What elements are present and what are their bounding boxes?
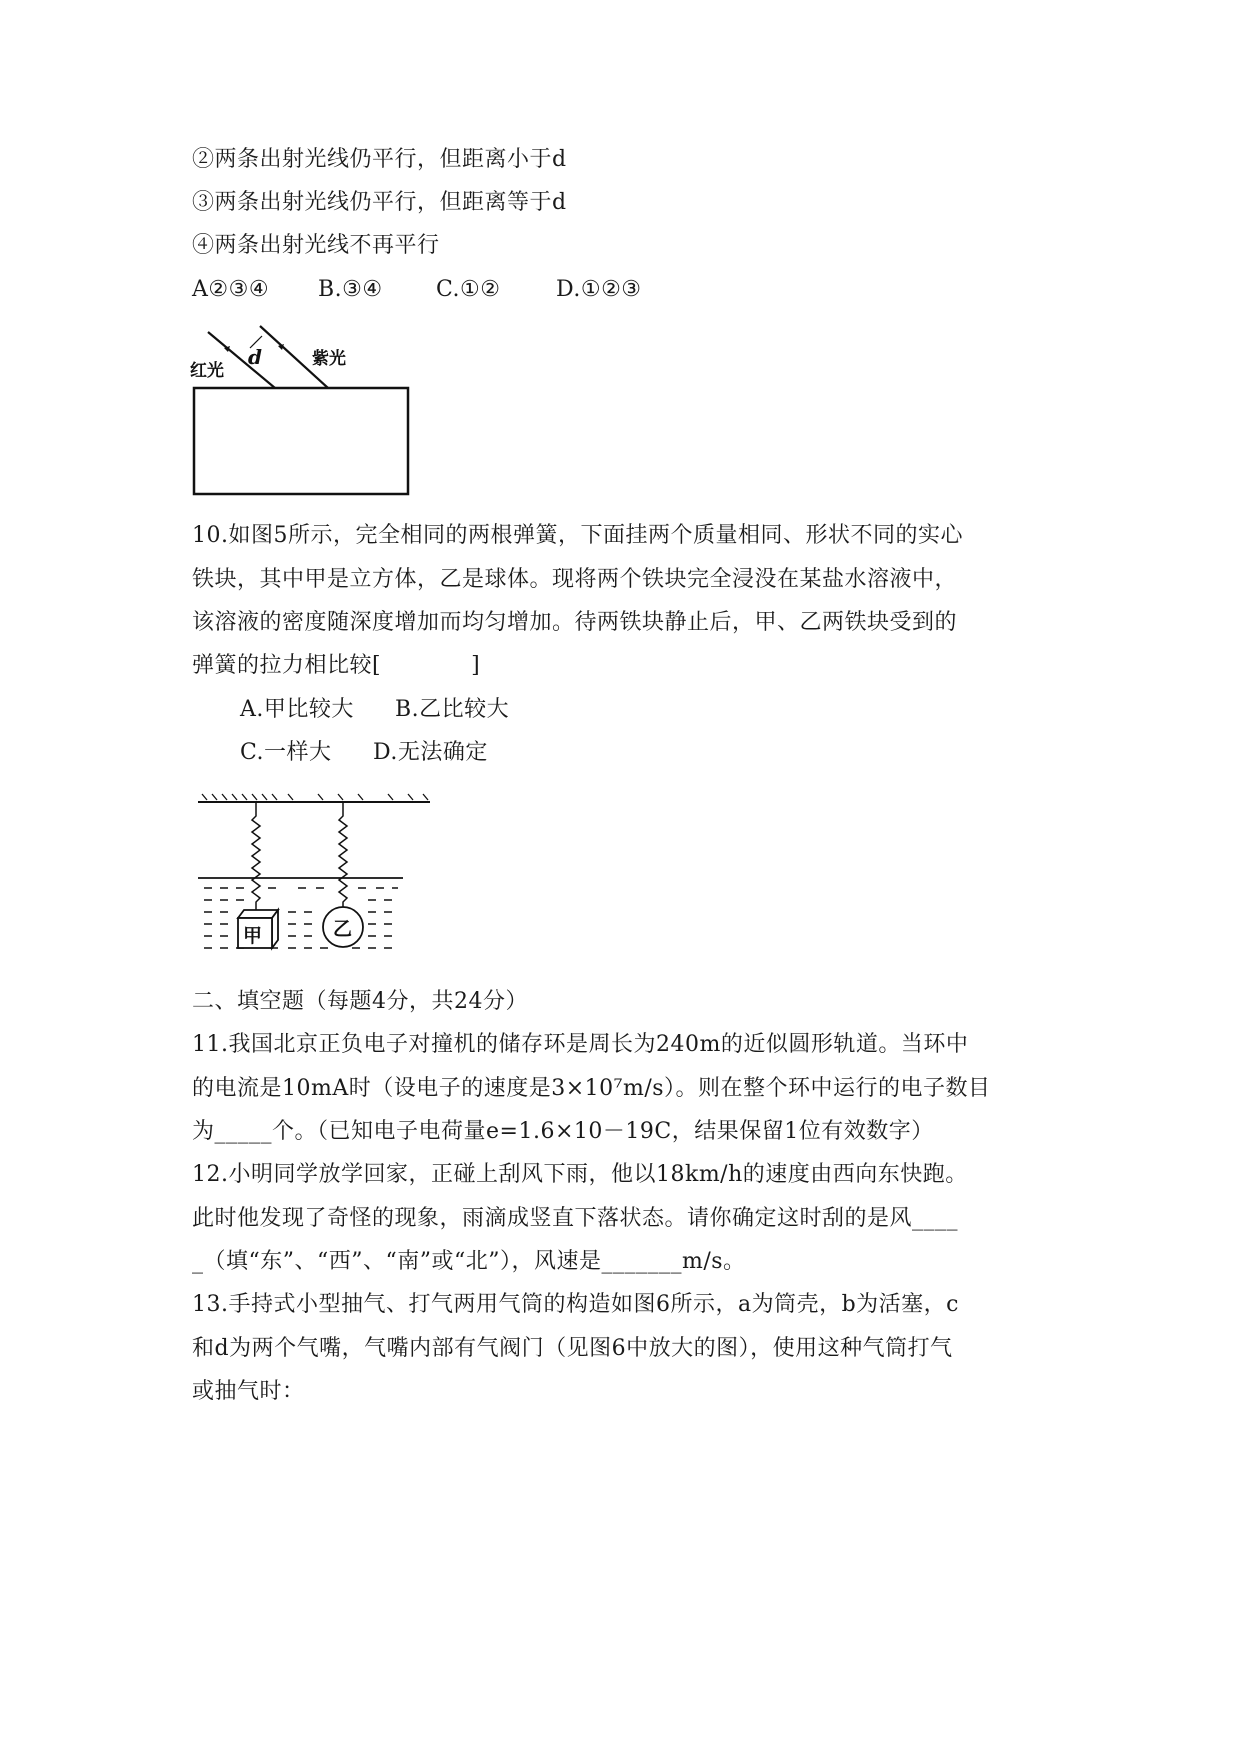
yi-label: 乙: [333, 918, 353, 940]
red-light-label: 红光: [190, 361, 224, 381]
q10-line-4: 弹簧的拉力相比较[ ]: [192, 653, 481, 678]
q9-choices: [192, 276, 642, 304]
q12-line-1: 12.小明同学放学回家，正碰上刮风下雨，他以18km/h的速度由西向东快跑。: [192, 1162, 968, 1187]
glass-block: [194, 388, 408, 494]
choice-d: D.①②③: [556, 277, 642, 302]
q13-line-2: 和d为两个气嘴，气嘴内部有气阀门（见图6中放大的图），使用这种气筒打气: [192, 1336, 953, 1361]
q12-line-3: _（填“东”、“西”、“南”或“北”），风速是_______m/s。: [192, 1249, 746, 1274]
q9-option-2: ②两条出射光线仍平行，但距离小于d: [192, 147, 567, 172]
choice-a: A.甲比较大: [240, 697, 354, 722]
violet-light-label: 紫光: [312, 349, 346, 369]
choice-b: B.③④: [318, 277, 383, 302]
q11-line-1: 11.我国北京正负电子对撞机的储存环是周长为240m的近似圆形轨道。当环中: [192, 1032, 969, 1057]
d-label: d: [248, 345, 262, 369]
choice-c: C.一样大: [240, 740, 332, 765]
right-spring: [339, 802, 347, 910]
jia-label: 甲: [243, 925, 263, 947]
choice-a: A②③④: [192, 277, 270, 302]
liquid-dashes: [204, 888, 398, 948]
choice-b: B.乙比较大: [395, 697, 510, 722]
left-spring: [252, 802, 260, 910]
q12-line-2: 此时他发现了奇怪的现象，雨滴成竖直下落状态。请你确定这时刮的是风____: [192, 1206, 959, 1231]
q13-line-1: 13.手持式小型抽气、打气两用气筒的构造如图6所示，a为筒壳，b为活塞，c: [192, 1292, 960, 1317]
sphere-yi: [323, 907, 363, 947]
q11-line-3: 为_____个。（已知电子电荷量e=1.6×10－19C，结果保留1位有效数字）: [192, 1119, 934, 1144]
light-ray-figure: [180, 322, 440, 502]
choice-c: C.①②: [436, 277, 501, 302]
q11-line-2: 的电流是10mA时（设电子的速度是3×10⁷m/s）。则在整个环中运行的电子数目: [192, 1076, 991, 1101]
q10-line-3: 该溶液的密度随深度增加而均匀增加。待两铁块静止后，甲、乙两铁块受到的: [192, 610, 958, 635]
spring-figure: [198, 790, 458, 970]
section-2-title: 二、填空题（每题4分，共24分）: [192, 989, 528, 1014]
q10-line-1: 10.如图5所示，完全相同的两根弹簧，下面挂两个质量相同、形状不同的实心: [192, 523, 963, 548]
choice-d: D.无法确定: [373, 740, 488, 765]
q9-option-3: ③两条出射光线仍平行，但距离等于d: [192, 190, 567, 215]
q13-line-3: 或抽气时：: [192, 1379, 305, 1404]
q10-choices-row-2: [240, 739, 488, 767]
q9-option-4: ④两条出射光线不再平行: [192, 233, 440, 258]
q10-choices-row-1: [240, 696, 509, 724]
cube-jia: [238, 910, 278, 948]
q10-line-2: 铁块，其中甲是立方体，乙是球体。现将两个铁块完全浸没在某盐水溶液中，: [192, 567, 958, 592]
